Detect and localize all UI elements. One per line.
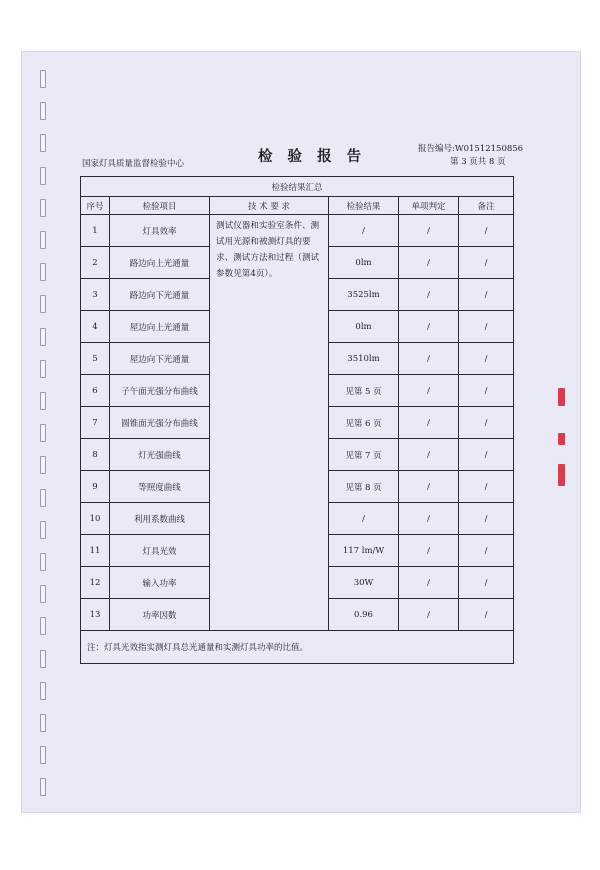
column-header-result: 检验结果	[329, 197, 399, 215]
row-remark: /	[459, 471, 514, 503]
row-item: 功率因数	[110, 599, 210, 631]
summary-title: 检验结果汇总	[81, 177, 514, 197]
binding-hole	[40, 456, 46, 474]
binding-hole	[40, 263, 46, 281]
table-note: 注：灯具光效指实测灯具总光通量和实测灯具功率的比值。	[81, 631, 514, 664]
column-header-remark: 备注	[459, 197, 514, 215]
binding-hole	[40, 134, 46, 152]
binding-hole	[40, 102, 46, 120]
column-header-judgement: 单项判定	[399, 197, 459, 215]
issuing-organization: 国家灯具质量监督检验中心	[82, 159, 185, 169]
page-info: 第 3 页共 8 页	[450, 157, 506, 167]
row-judgement: /	[399, 471, 459, 503]
row-remark: /	[459, 311, 514, 343]
row-judgement: /	[399, 599, 459, 631]
row-result: /	[329, 215, 399, 247]
row-judgement: /	[399, 567, 459, 599]
row-result: 见第 8 页	[329, 471, 399, 503]
column-header-requirement: 技 术 要 求	[210, 197, 329, 215]
note-row	[81, 631, 514, 664]
row-remark: /	[459, 279, 514, 311]
row-number: 10	[81, 503, 110, 535]
row-remark: /	[459, 247, 514, 279]
report-number: 报告编号:W01512150856	[418, 144, 524, 154]
row-result: 见第 6 页	[329, 407, 399, 439]
row-remark: /	[459, 599, 514, 631]
row-item: 圆锥面光强分布曲线	[110, 407, 210, 439]
red-stamp-mark	[558, 433, 565, 445]
binding-hole	[40, 682, 46, 700]
row-item: 输入功率	[110, 567, 210, 599]
row-result: /	[329, 503, 399, 535]
red-stamp-mark	[558, 464, 565, 486]
row-result: 0lm	[329, 247, 399, 279]
results-summary-table	[80, 176, 514, 664]
row-result: 见第 5 页	[329, 375, 399, 407]
row-remark: /	[459, 407, 514, 439]
binding-hole	[40, 778, 46, 796]
row-item: 屋边向下光通量	[110, 343, 210, 375]
row-number: 2	[81, 247, 110, 279]
row-number: 7	[81, 407, 110, 439]
row-judgement: /	[399, 439, 459, 471]
row-remark: /	[459, 503, 514, 535]
table-row	[81, 215, 514, 247]
binding-hole	[40, 167, 46, 185]
binding-hole	[40, 199, 46, 217]
row-remark: /	[459, 535, 514, 567]
row-item: 灯光强曲线	[110, 439, 210, 471]
binding-hole	[40, 360, 46, 378]
binding-hole	[40, 424, 46, 442]
row-number: 1	[81, 215, 110, 247]
row-judgement: /	[399, 279, 459, 311]
binding-hole	[40, 650, 46, 668]
row-remark: /	[459, 567, 514, 599]
row-item: 屋边向上光通量	[110, 311, 210, 343]
row-remark: /	[459, 375, 514, 407]
row-judgement: /	[399, 535, 459, 567]
binding-hole	[40, 489, 46, 507]
row-number: 12	[81, 567, 110, 599]
row-remark: /	[459, 343, 514, 375]
row-result: 0.96	[329, 599, 399, 631]
row-item: 路边向上光通量	[110, 247, 210, 279]
binding-hole	[40, 392, 46, 410]
row-item: 路边向下光通量	[110, 279, 210, 311]
row-judgement: /	[399, 407, 459, 439]
binding-hole	[40, 746, 46, 764]
row-item: 等照度曲线	[110, 471, 210, 503]
row-result: 3525lm	[329, 279, 399, 311]
row-number: 4	[81, 311, 110, 343]
report-title: 检 验 报 告	[258, 148, 367, 165]
row-remark: /	[459, 439, 514, 471]
row-item: 子午面光强分布曲线	[110, 375, 210, 407]
red-stamp-mark	[558, 388, 565, 406]
row-judgement: /	[399, 247, 459, 279]
binding-hole	[40, 521, 46, 539]
row-number: 3	[81, 279, 110, 311]
row-result: 30W	[329, 567, 399, 599]
row-number: 11	[81, 535, 110, 567]
row-item: 利用系数曲线	[110, 503, 210, 535]
row-number: 5	[81, 343, 110, 375]
row-item: 灯具效率	[110, 215, 210, 247]
binding-hole	[40, 70, 46, 88]
row-item: 灯具光效	[110, 535, 210, 567]
row-number: 8	[81, 439, 110, 471]
row-judgement: /	[399, 311, 459, 343]
row-number: 9	[81, 471, 110, 503]
row-result: 0lm	[329, 311, 399, 343]
binding-hole	[40, 585, 46, 603]
row-judgement: /	[399, 215, 459, 247]
binding-hole	[40, 328, 46, 346]
column-header-item: 检验项目	[110, 197, 210, 215]
row-judgement: /	[399, 343, 459, 375]
row-remark: /	[459, 215, 514, 247]
technical-requirement: 测试仪器和实验室条件、测试用光源和被测灯具的要求、测试方法和过程（测试参数见第4页）。	[210, 215, 329, 631]
column-header-no: 序号	[81, 197, 110, 215]
row-judgement: /	[399, 375, 459, 407]
row-number: 6	[81, 375, 110, 407]
row-number: 13	[81, 599, 110, 631]
row-result: 3510lm	[329, 343, 399, 375]
binding-hole	[40, 553, 46, 571]
row-judgement: /	[399, 503, 459, 535]
binding-hole	[40, 617, 46, 635]
row-result: 见第 7 页	[329, 439, 399, 471]
binding-hole	[40, 295, 46, 313]
binding-hole	[40, 231, 46, 249]
row-result: 117 lm/W	[329, 535, 399, 567]
binding-hole	[40, 714, 46, 732]
